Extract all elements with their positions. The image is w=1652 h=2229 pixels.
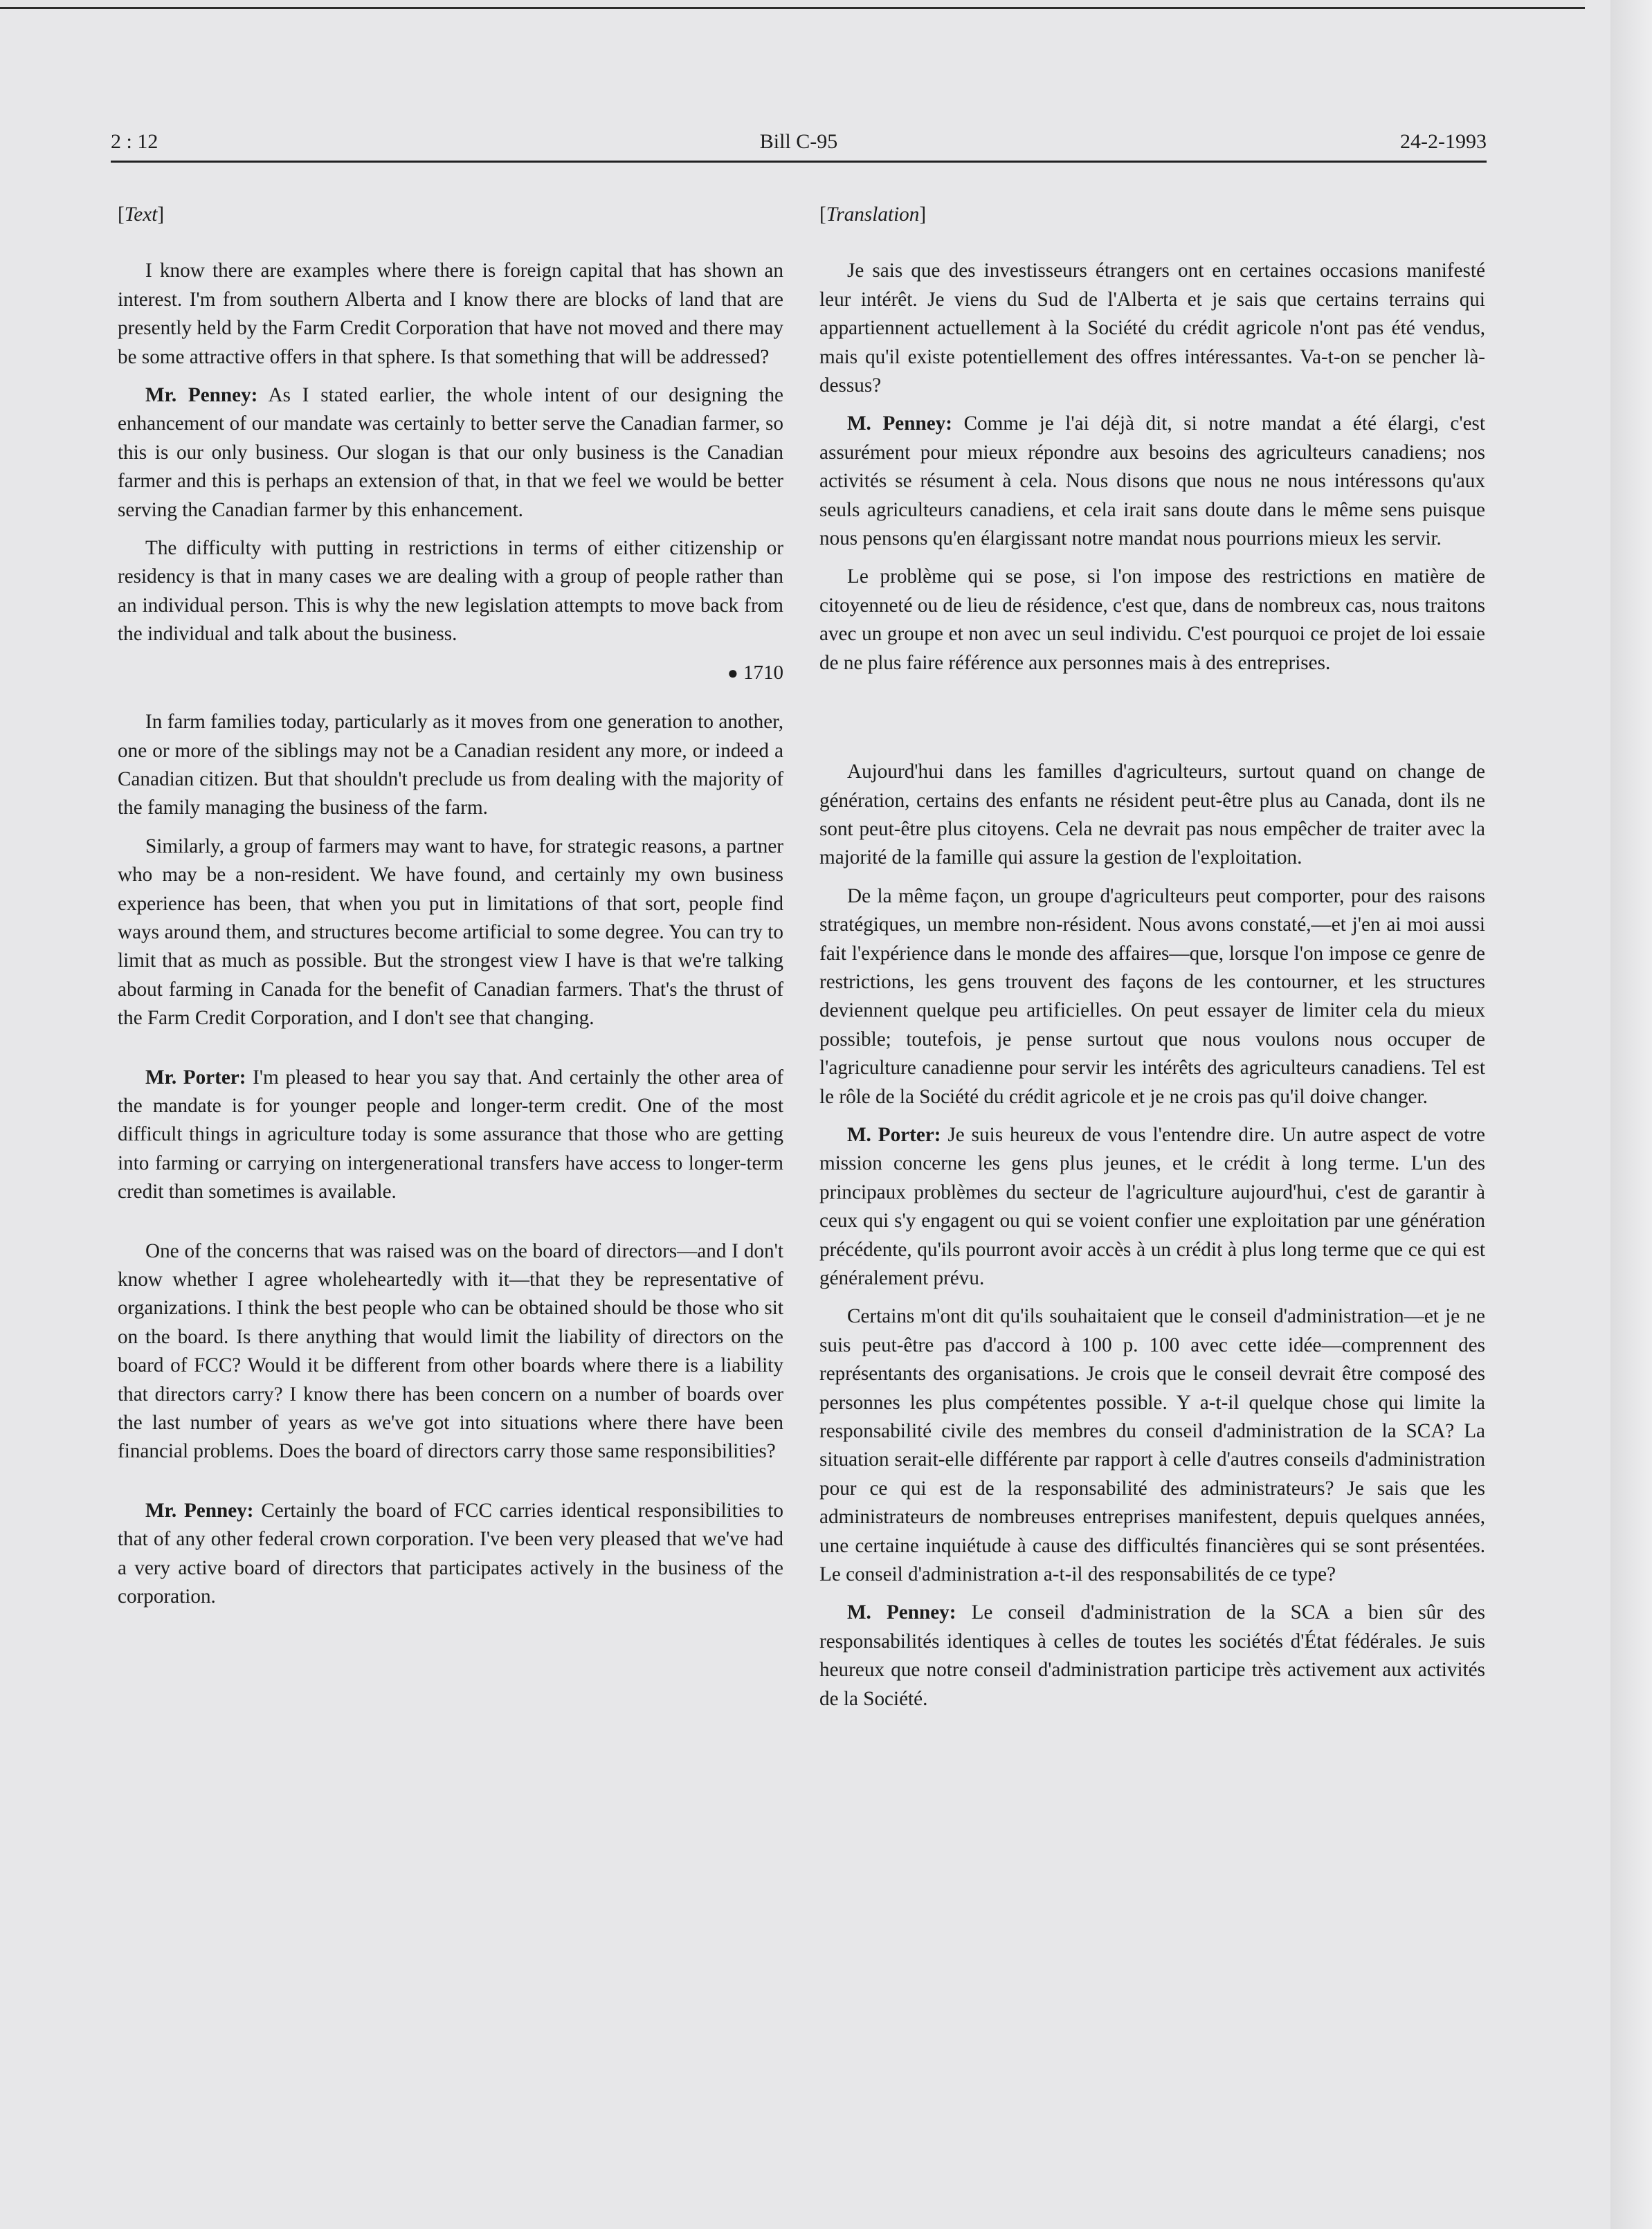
- bullet-icon: ●: [727, 662, 738, 683]
- speaker-name: Mr. Penney:: [145, 1499, 254, 1522]
- paragraph: De la même façon, un groupe d'agriculteurs peut comporter, pour des raisons stratégiques, un membre non-résident. Nous avons constaté,—et j'en ai moi aussi fait l'expérience dans le monde des affaires—que, lorsque l'on impose ce genre de restrictions, les gens trouvent des façons de les contourner, et les structures deviennent quelque peu artificielles. On peut essayer de limiter cela du mieux possible; toutefois, je pense surtout que nous voulons nous occuper de l'agriculture canadienne pour servir les intérêts des agriculteurs canadiens. Tel est le rôle de la Société du crédit agricole et je ne crois pas qu'il doive changer.: [819, 884, 1485, 1108]
- paragraph: Aujourd'hui dans les familles d'agriculteurs, surtout quand on change de génération, certains des enfants ne résident peut-être plus au Canada, dont ils ne sont peut-être plus citoyens. Cela ne devrait pas nous empêcher de traiter avec la majorité de la famille qui assure la gestion de l'exploitation.: [819, 761, 1485, 869]
- page-number: 2 : 12: [111, 130, 158, 153]
- french-column: [819, 201, 1485, 1723]
- page-date: 24-2-1993: [1400, 130, 1487, 153]
- paragraph: Le problème qui se pose, si l'on impose des restrictions en matière de citoyenneté ou de lieu de résidence, c'est que, dans de nombreux cas, nous traitons avec un groupe et non avec un seul individu. C'est pourquoi ce projet de loi essaie de ne plus faire référence aux personnes mais à des entreprises.: [819, 565, 1485, 674]
- bill-title: Bill C-95: [759, 130, 838, 153]
- speaker-name: M. Penney:: [847, 1601, 956, 1624]
- paragraph: M. Porter: Je suis heureux de vous l'entendre dire. Un autre aspect de votre mission concerne les gens plus jeunes, et le crédit à long terme. L'un des principaux problèmes du secteur de l'agriculture aujourd'hui, c'est de garantir à ceux qui s'y engagent ou qui se voient confier une exploitation par une génération précédente, qu'ils pourront avoir accès à un crédit à plus long terme que ce qui est généralement prévu.: [819, 1123, 1485, 1289]
- paragraph: Mr. Penney: As I stated earlier, the whole intent of our designing the enhancement of our mandate was certainly to better serve the Canadian farmer, so this is our only business. Our slogan is that our only business is the Canadian farmer and this is perhaps an extension of that, in that we feel we would be better serving the Canadian farmer by this enhancement.: [118, 384, 784, 521]
- translation-tag: [Translation]: [819, 203, 927, 226]
- paragraph: M. Penney: Le conseil d'administration de la SCA a bien sûr des responsabilités identiques à celles de toutes les sociétés d'État fédérales. Je suis heureux que notre conseil d'administration participe très activement aux activités de la Société.: [819, 1601, 1485, 1710]
- paragraph: Mr. Penney: Certainly the board of FCC carries identical responsibilities to that of any other federal crown corporation. I've been very pleased that we've had a very active board of directors that participates actively in the business of the corporation.: [118, 1499, 783, 1608]
- speaker-name: Mr. Penney:: [145, 384, 258, 407]
- speaker-name: M. Penney:: [847, 412, 952, 435]
- scan-right-edge: [1610, 0, 1652, 2229]
- paragraph: M. Penney: Comme je l'ai déjà dit, si notre mandat a été élargi, c'est assurément pour mieux répondre aux besoins des agriculteurs canadiens; nos activités se résument à cela. Nous disons que nous ne nous intéressons qu'aux seuls agriculteurs canadiens, et cela irait sans doute dans le même sens puisque nous pensons qu'en élargissant notre mandat nous pourrions mieux les servir.: [819, 412, 1485, 550]
- paragraph: In farm families today, particularly as it moves from one generation to another, one or more of the siblings may not be a Canadian resident any more, or indeed a Canadian citizen. But that shouldn't preclude us from dealing with the majority of the family managing the business of the farm.: [118, 711, 783, 819]
- spacer: [819, 687, 1485, 758]
- paragraph: I know there are examples where there is foreign capital that has shown an interest. I'm from southern Alberta and I know there are blocks of land that are presently held by the Farm Credit Corporation that have not moved and there may be some attractive offers in that sphere. Is that something that will be addressed?: [118, 260, 783, 368]
- paragraph: One of the concerns that was raised was on the board of directors—and I don't know whether I agree wholeheartedly with it—that they be representative of organizations. I think the best people who can be obtained should be those who sit on the board. Is there anything that would limit the liability of directors on the board of FCC? Would it be different from other boards where there is a liability that directors carry? I know there has been concern on a number of boards over the last number of years as we've got into situations where there have been financial problems. Does the board of directors carry those same responsibilities?: [118, 1239, 783, 1463]
- text-tag: [Text]: [118, 203, 165, 226]
- paragraph: Similarly, a group of farmers may want to have, for strategic reasons, a partner who may be a non-resident. We have found, and certainly my own business experience has been, that when you put in limitations of that sort, people find ways around them, and structures become artificial to some degree. You can try to limit that as much as possible. But the strongest view I have is that we're talking about farming in Canada for the benefit of Canadian farmers. That's the thrust of the Farm Credit Corporation, and I don't see that changing.: [118, 835, 783, 1030]
- speaker-name: M. Porter:: [847, 1123, 941, 1146]
- page-header: [111, 125, 1487, 163]
- paragraph: The difficulty with putting in restrictions in terms of either citizenship or residency is that in many cases we are dealing with a group of people rather than an individual person. This is why the new legislation attempts to move back from the individual and talk about the business.: [118, 537, 783, 646]
- english-column: [118, 201, 783, 1621]
- paragraph: Certains m'ont dit qu'ils souhaitaient que le conseil d'administration—et je ne suis peut-être pas d'accord à 100 p. 100 avec cette idée—comprennent des représentants des organisations. Je crois que le conseil devrait être composé des personnes les plus compétentes possible. Y a-t-il quelque chose qui limite la responsabilité civile des membres du conseil d'administration de la SCA? La situation serait-elle différente par rapport à celle d'autres conseils d'administration pour ce qui est de la responsabilité des administrateurs? Je sais que les administrateurs de nombreuses entreprises manifestent, depuis quelques années, une certaine inquiétude à cause des difficultés financières qui se sont présentées. Le conseil d'administration a-t-il des responsabilités de ce type?: [819, 1305, 1485, 1586]
- scan-top-edge: [0, 0, 1585, 9]
- paragraph: Je sais que des investisseurs étrangers ont en certaines occasions manifesté leur intérêt. Je viens du Sud de l'Alberta et je sais que certains terrains qui appartiennent actuellement à la Société du crédit agricole n'ont pas été vendus, mais qu'il existe potentiellement des offres intéressantes. Va-t-on se pencher là-dessus?: [819, 260, 1485, 397]
- time-marker: ● 1710: [727, 661, 783, 684]
- speaker-name: Mr. Porter:: [145, 1066, 246, 1089]
- paragraph: Mr. Porter: I'm pleased to hear you say that. And certainly the other area of the mandate is for younger people and longer-term credit. One of the most difficult things in agriculture today is some assurance that those who are getting into farming or carrying on intergenerational transfers have access to longer-term credit than sometimes is available.: [118, 1066, 783, 1203]
